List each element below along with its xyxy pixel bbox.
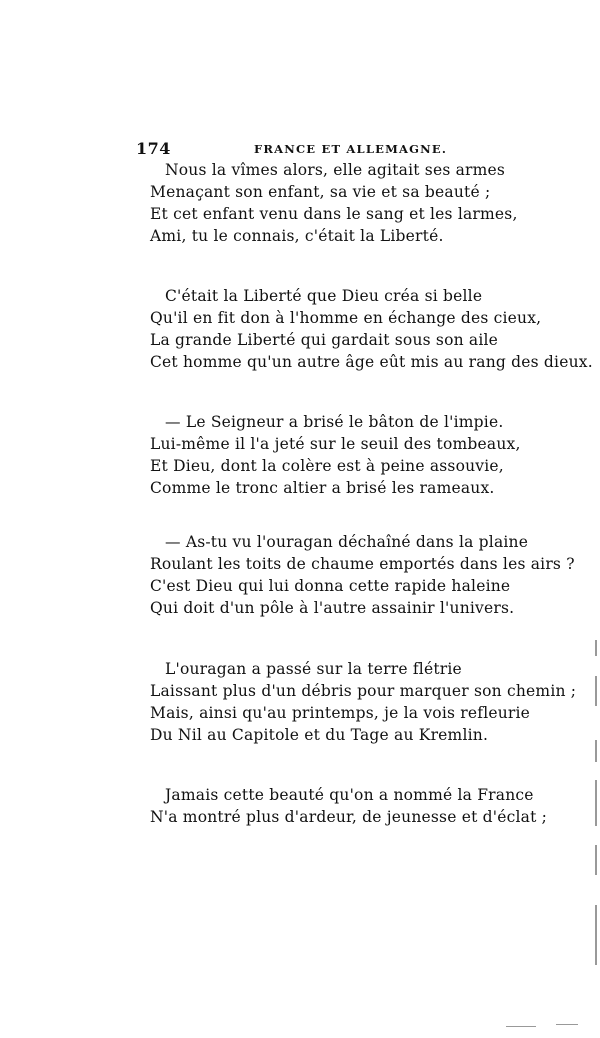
verse-line: Qu'il en fit don à l'homme en échange des cieux, — [150, 309, 542, 327]
verse-line: Et Dieu, dont la colère est à peine assouvie, — [150, 457, 504, 475]
verse-line: L'ouragan a passé sur la terre flétrie — [165, 660, 462, 678]
verse-line: Et cet enfant venu dans le sang et les larmes, — [150, 205, 518, 223]
verse-line: — As-tu vu l'ouragan déchaîné dans la plaine — [165, 533, 529, 551]
scan-artifact — [506, 1026, 536, 1027]
page-header — [0, 139, 600, 159]
scan-artifact — [595, 845, 597, 875]
verse-line: Ami, tu le connais, c'était la Liberté. — [150, 227, 444, 245]
running-title: FRANCE ET ALLEMAGNE. — [254, 142, 448, 156]
verse-line: Jamais cette beauté qu'on a nommé la France — [165, 786, 534, 804]
scan-artifact — [556, 1024, 578, 1025]
verse-line: C'est Dieu qui lui donna cette rapide haleine — [150, 577, 511, 595]
verse-line: C'était la Liberté que Dieu créa si belle — [165, 287, 483, 305]
verse-line: Cet homme qu'un autre âge eût mis au rang des dieux. — [150, 353, 593, 371]
verse-line: Laissant plus d'un débris pour marquer son chemin ; — [150, 682, 577, 700]
scan-artifact — [595, 640, 597, 656]
scan-artifact — [595, 676, 597, 706]
scan-artifact — [595, 740, 597, 762]
verse-line: Menaçant son enfant, sa vie et sa beauté ; — [150, 183, 491, 201]
verse-line: Lui-même il l'a jeté sur le seuil des tombeaux, — [150, 435, 521, 453]
verse-line: — Le Seigneur a brisé le bâton de l'impie. — [165, 413, 504, 431]
page-number: 174 — [136, 139, 171, 158]
verse-line: Comme le tronc altier a brisé les rameaux. — [150, 479, 495, 497]
verse-line: Du Nil au Capitole et du Tage au Kremlin. — [150, 726, 489, 744]
verse-line: Mais, ainsi qu'au printemps, je la vois refleurie — [150, 704, 531, 722]
verse-line: Roulant les toits de chaume emportés dans les airs ? — [150, 555, 575, 573]
verse-line: Qui doit d'un pôle à l'autre assainir l'univers. — [150, 599, 515, 617]
scan-artifact — [595, 780, 597, 826]
scan-artifact — [595, 905, 597, 965]
verse-line: Nous la vîmes alors, elle agitait ses armes — [165, 161, 506, 179]
verse-line: N'a montré plus d'ardeur, de jeunesse et d'éclat ; — [150, 808, 548, 826]
verse-line: La grande Liberté qui gardait sous son aile — [150, 331, 499, 349]
